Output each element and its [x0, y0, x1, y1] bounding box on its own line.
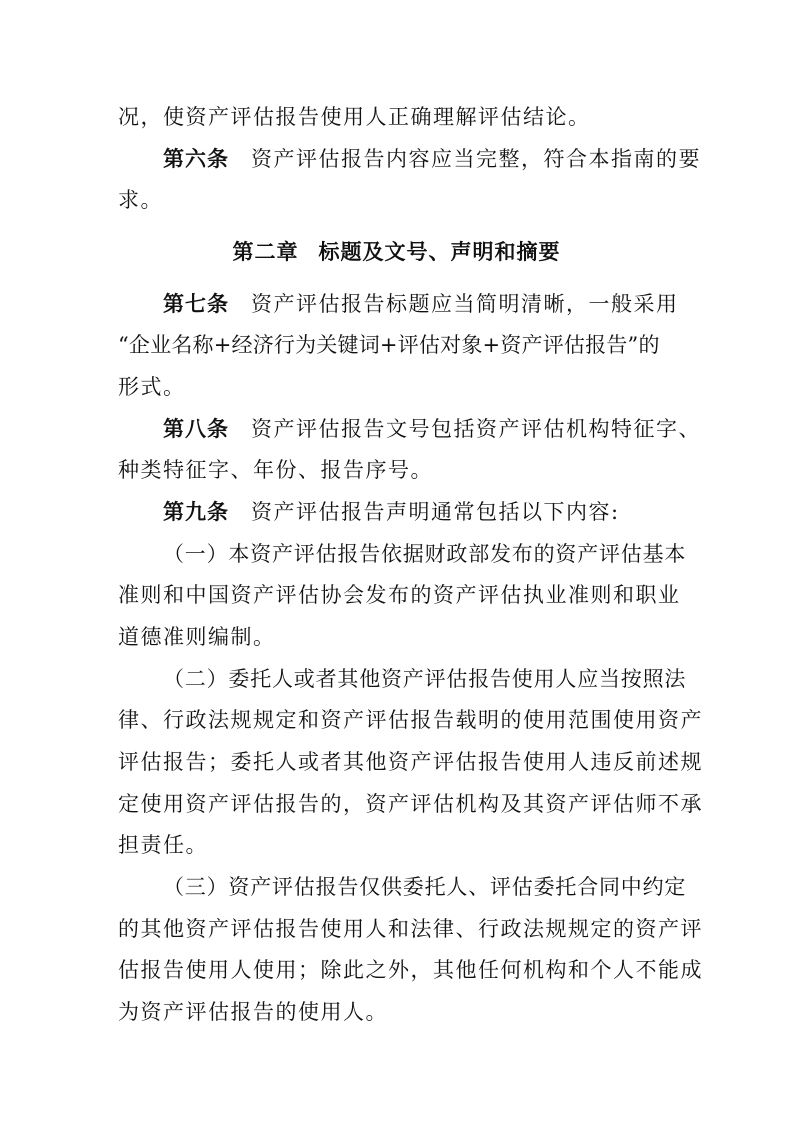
article-6-text: 资产评估报告内容应当完整，符合本指南的要: [251, 147, 701, 171]
item-1-line-1: [163, 539, 723, 569]
article-8-line-1: [163, 414, 723, 444]
item-3-line-1: [163, 872, 723, 902]
item-2-text: 担责任。: [118, 833, 208, 857]
item-3-text: 为资产评估报告的使用人。: [118, 1000, 388, 1024]
item-2-text: 律、行政法规规定和资产评估报告载明的使用范围使用资产: [118, 708, 703, 732]
item-1-text: 道德准则编制。: [118, 625, 276, 649]
item-2-line-5: [118, 830, 678, 860]
article-7-text: 形式。: [118, 375, 186, 399]
chapter-title: 标题及文号、声明和摘要: [318, 240, 561, 264]
item-1-text: 准则和中国资产评估协会发布的资产评估执业准则和职业: [118, 583, 681, 607]
article-6-text: 求。: [118, 188, 163, 212]
article-7-text: “企业名称+经济行为关键词+评估对象+资产评估报告”的: [118, 333, 660, 357]
item-2-text: 评估报告；委托人或者其他资产评估报告使用人违反前述规: [118, 750, 703, 774]
article-9-line-1: [163, 497, 723, 527]
article-8-label: 第八条: [163, 417, 229, 441]
article-7-label: 第七条: [163, 292, 229, 316]
item-3-text: （三）资产评估报告仅供委托人、评估委托合同中约定: [163, 875, 687, 899]
chapter-heading: [0, 237, 793, 267]
article-8-line-2: [118, 455, 678, 485]
item-1-line-3: [118, 622, 678, 652]
item-2-line-1: [163, 664, 723, 694]
article-7-text: 资产评估报告标题应当简明清晰，一般采用: [251, 292, 679, 316]
article-7-line-3: [118, 372, 678, 402]
item-2-line-4: [118, 789, 703, 819]
item-2-line-2: [118, 705, 703, 735]
line-text: 况，使资产评估报告使用人正确理解评估结论。: [118, 105, 591, 129]
article-8-text: 资产评估报告文号包括资产评估机构特征字、: [251, 417, 701, 441]
article-7-line-1: [163, 289, 723, 319]
article-7-line-2: [118, 330, 678, 360]
item-3-text: 估报告使用人使用；除此之外，其他任何机构和个人不能成: [118, 958, 703, 982]
article-6-line-2: [118, 185, 678, 215]
article-6-line-1: [163, 144, 723, 174]
article-9-text: 资产评估报告声明通常包括以下内容:: [251, 500, 620, 524]
article-6-label: 第六条: [163, 147, 229, 171]
item-2-text: （二）委托人或者其他资产评估报告使用人应当按照法: [163, 667, 687, 691]
item-1-text: （一）本资产评估报告依据财政部发布的资产评估基本: [163, 542, 687, 566]
item-3-text: 的其他资产评估报告使用人和法律、行政法规规定的资产评: [118, 917, 703, 941]
item-1-line-2: [118, 580, 681, 610]
article-8-text: 种类特征字、年份、报告序号。: [118, 458, 433, 482]
article-9-label: 第九条: [163, 500, 229, 524]
item-3-line-4: [118, 997, 678, 1027]
chapter-number: 第二章: [232, 240, 299, 264]
item-3-line-3: [118, 955, 703, 985]
text-line: [118, 102, 678, 132]
item-2-text: 定使用资产评估报告的，资产评估机构及其资产评估师不承: [118, 792, 703, 816]
item-3-line-2: [118, 914, 703, 944]
item-2-line-3: [118, 747, 703, 777]
